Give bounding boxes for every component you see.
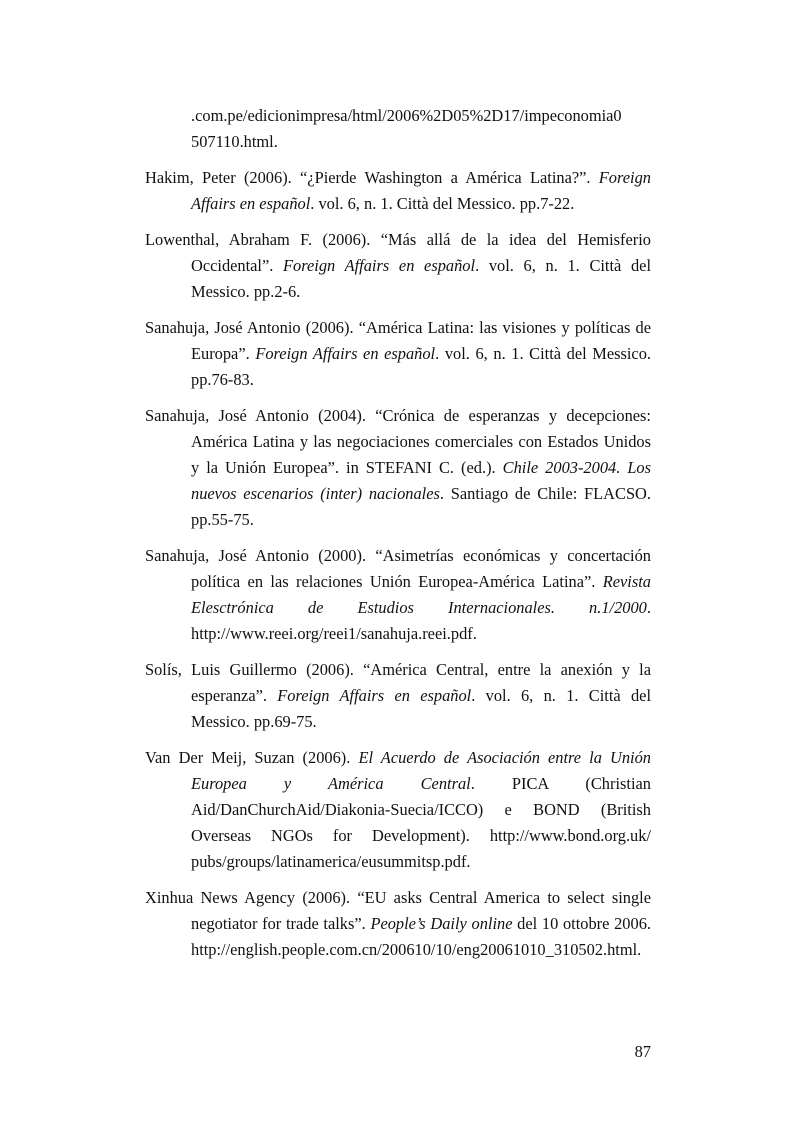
reference-text: Sanahuja, José Antonio (2004). “Crónica de esperanzas y decepciones: América Latina y las negociaciones comerciales con Estados Unidos y la Unión Europea”. in STEFANI C. (ed.). [145,406,651,477]
reference-entry [145,657,651,735]
reference-entry [145,403,651,533]
reference-text: Xinhua News Agency (2006). “EU asks Central America to select single negotiator for trade talks”. [145,888,651,933]
reference-entry [145,745,651,875]
reference-text: . vol. 6, n. 1. Città del Messico. pp.2-6. [191,256,652,301]
reference-text: . Santiago de Chile: FLACSO. pp.55-75. [191,484,651,529]
bibliography-list [145,103,651,973]
reference-entry [145,227,651,305]
page-number: 87 [634,1042,651,1061]
reference-source-italic: Foreign Affairs en español [277,686,472,705]
reference-source-italic: El Acuerdo de Asociación entre la Unión Europea y América Central [191,748,651,793]
reference-source-italic: Foreign Affairs en español [191,168,651,213]
reference-source-italic: Foreign Affairs en español [283,256,476,275]
reference-text: Lowenthal, Abraham F. (2006). “Más allá de la idea del Hemisferio Occidental”. [145,230,651,275]
reference-text: .com.pe/edicionimpresa/html/2006%2D05%2D17/impeconomia0 507110.html. [191,106,622,151]
reference-text: . vol. 6, n. 1. Città del Messico. pp.76-83. [191,344,651,389]
reference-text: Sanahuja, José Antonio (2006). “América Latina: las visiones y políticas de Europa”. [145,318,651,363]
reference-source-italic: Revista Elesctrónica de Estudios Internacionales. n.1/2000 [191,572,651,617]
reference-entry [145,165,651,217]
reference-entry [145,103,651,155]
reference-entry [145,885,651,963]
reference-source-italic: People’s Daily online [370,914,513,933]
reference-text: Van Der Meij, Suzan (2006). [145,748,359,767]
reference-text: . vol. 6, n. 1. Città del Messico. pp.7-22. [310,194,575,213]
reference-entry [145,315,651,393]
reference-text: Sanahuja, José Antonio (2000). “Asimetrías económicas y concertación política en las relaciones Unión Europea-América Latina”. [145,546,651,591]
reference-text: del 10 ottobre 2006. http://english.people.com.cn/200610/10/eng20061010_310502.html. [191,914,651,959]
reference-text: Solís, Luis Guillermo (2006). “América Central, entre la anexión y la esperanza”. [145,660,651,705]
reference-source-italic: Foreign Affairs en español [255,344,436,363]
reference-text: . vol. 6, n. 1. Città del Messico. pp.69-75. [191,686,652,731]
reference-text: Hakim, Peter (2006). “¿Pierde Washington a América Latina?”. [145,168,599,187]
reference-entry [145,543,651,647]
reference-text: . http://www.reei.org/reei1/sanahuja.reei.pdf. [191,598,651,643]
reference-source-italic: Chile 2003-2004. Los nuevos escenarios (inter) nacionales [191,458,652,503]
reference-text: . PICA (Christian Aid/DanChurchAid/Diakonia-Suecia/ICCO) e BOND (British Overseas NGOs for Development). http://www.bond.org.uk/ pubs/groups/latinamerica/eusummitsp.pdf. [191,774,651,871]
